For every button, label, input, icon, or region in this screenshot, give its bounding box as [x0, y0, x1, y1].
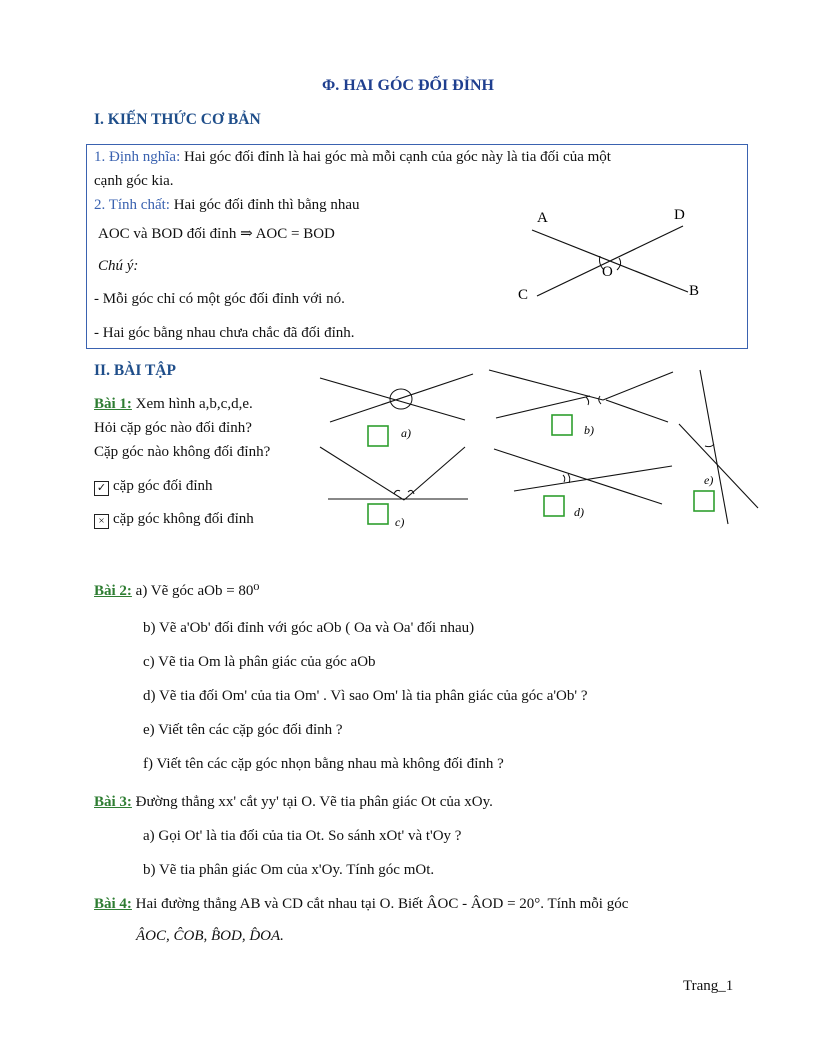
legend-vertical — [94, 478, 213, 496]
legend-not-vertical-text: cặp góc không đối đỉnh — [113, 511, 254, 527]
figure-b-label: b) — [584, 423, 594, 437]
exercise4-label: Bài 4: — [94, 896, 132, 912]
exercise3-b: b) Vẽ tia phân giác Om của x'Oy. Tính góc mOt. — [143, 862, 435, 878]
exercise2-f: f) Viết tên các cặp góc nhọn bằng nhau mà không đối đỉnh ? — [143, 756, 504, 772]
point-a-label: A — [537, 210, 548, 226]
page-title: Φ. HAI GÓC ĐỐI ĐỈNH — [322, 77, 494, 94]
property-label: 2. Tính chất: — [94, 197, 170, 213]
exercise3-a: a) Gọi Ot' là tia đối của tia Ot. So sánh xOt' và t'Oy ? — [143, 828, 462, 844]
definition-text: Hai góc đối đỉnh là hai góc mà mỗi cạnh của góc này là tia đối của một — [180, 149, 611, 165]
exercise2-line-a — [94, 581, 259, 600]
exercise4-text-cont: ÂOC, ĈOB, B̂OD, D̂OA. — [136, 928, 284, 944]
exercise1-figure-e — [679, 370, 758, 524]
answer-box-e[interactable] — [694, 491, 714, 511]
answer-box-c[interactable] — [368, 504, 388, 524]
legend-not-vertical — [94, 511, 254, 529]
exercise2-label: Bài 2: — [94, 583, 132, 599]
note-label: Chú ý: — [98, 258, 139, 274]
definition-label: 1. Định nghĩa: — [94, 149, 181, 165]
exercise1-figure-d — [494, 449, 672, 519]
answer-box-a[interactable] — [368, 426, 388, 446]
exercise1-figure-a — [320, 374, 473, 446]
exercise3-label: Bài 3: — [94, 794, 132, 810]
exercise2-c: c) Vẽ tia Om là phân giác của góc aOb — [143, 654, 376, 670]
exercise4-text: Hai đường thẳng AB và CD cắt nhau tại O. Biết ÂOC - ÂOD = 20°. Tính mỗi góc — [131, 896, 629, 912]
figure-a-label: a) — [401, 426, 411, 440]
figure-c-label: c) — [395, 515, 405, 529]
exercise2-d: d) Vẽ tia đối Om' của tia Om' . Vì sao Om' là tia phân giác của góc a'Ob' ? — [143, 688, 588, 704]
exercise1-label: Bài 1: — [94, 396, 132, 412]
exercise1-intro: Xem hình a,b,c,d,e. — [131, 396, 253, 412]
point-c-label: C — [518, 287, 529, 303]
note-1: - Mỗi góc chỉ có một góc đối đỉnh với nó. — [94, 291, 345, 307]
answer-box-d[interactable] — [544, 496, 564, 516]
exercise1-figure-b — [489, 370, 673, 437]
note-2: - Hai góc bằng nhau chưa chắc đã đối đỉnh. — [94, 325, 355, 341]
vertical-angles-figure — [518, 207, 699, 303]
legend-vertical-text: cặp góc đối đỉnh — [113, 478, 213, 494]
checkmark-icon: ✓ — [94, 481, 109, 496]
exercise2-a: a) Vẽ góc aOb = 80⁰ — [131, 583, 260, 599]
exercise1-figure-c — [320, 447, 468, 529]
answer-box-b[interactable] — [552, 415, 572, 435]
section-exercises: II. BÀI TẬP — [94, 362, 176, 379]
figure-e-label: e) — [704, 473, 714, 487]
exercise2-b: b) Vẽ a'Ob' đối đỉnh với góc aOb ( Oa và Oa' đối nhau) — [143, 620, 475, 636]
definition-text-cont: cạnh góc kia. — [94, 173, 174, 189]
property-text: Hai góc đối đỉnh thì bằng nhau — [169, 197, 360, 213]
exercise2-e: e) Viết tên các cặp góc đối đỉnh ? — [143, 722, 343, 738]
point-d-label: D — [674, 207, 685, 223]
exercise1-question1: Hỏi cặp góc nào đối đỉnh? — [94, 420, 252, 436]
property-formula: AOC và BOD đối đỉnh ⇒ AOC = BOD — [98, 226, 335, 242]
cross-icon: × — [94, 514, 109, 529]
exercise3-text: Đường thẳng xx' cắt yy' tại O. Vẽ tia phân giác Ot của xOy. — [131, 794, 493, 810]
point-b-label: B — [689, 283, 700, 299]
figure-d-label: d) — [574, 505, 584, 519]
exercise1-line1 — [94, 396, 253, 413]
exercise1-question2: Cặp góc nào không đối đỉnh? — [94, 444, 271, 460]
point-o-label: O — [602, 264, 613, 280]
section-basic-knowledge: I. KIẾN THỨC CƠ BẢN — [94, 111, 261, 128]
page-number: Trang_1 — [683, 978, 734, 994]
line-cd — [537, 226, 683, 296]
exercise4-line — [94, 896, 628, 913]
exercise3-line — [94, 794, 493, 811]
